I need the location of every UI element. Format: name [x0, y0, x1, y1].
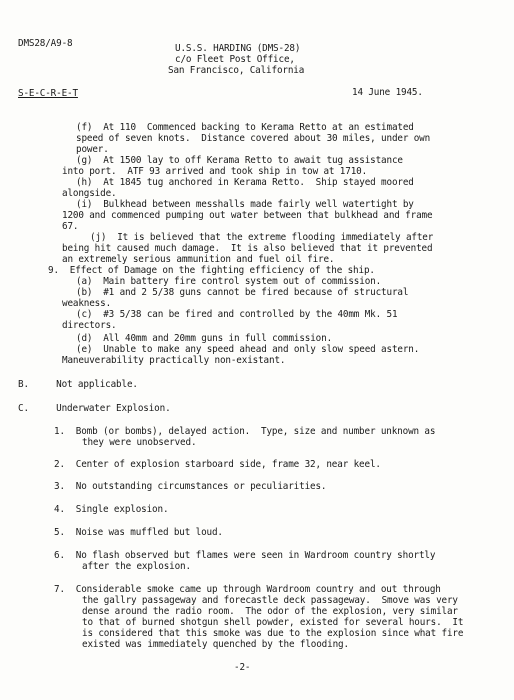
para-i-line2: 1200 and commenced pumping out water between that bulkhead and frame	[62, 210, 433, 221]
item-9-heading: 9. Effect of Damage on the fighting efficiency of the ship.	[48, 265, 375, 276]
para-g-line2: into port. ATF 93 arrived and took ship in tow at 1710.	[62, 166, 368, 177]
item-9e-line1: (e) Unable to make any speed ahead and only slow speed astern.	[76, 344, 420, 355]
c-item-6-line1: 6. No flash observed but flames were seen in Wardroom country shortly	[54, 550, 436, 561]
c-item-7-line2: the gallry passageway and forecastle deck passageway. Smove was very	[82, 595, 458, 606]
c-item-1-line2: they were unobserved.	[82, 437, 197, 448]
item-9d: (d) All 40mm and 20mm guns in full commission.	[76, 333, 333, 344]
c-item-4: 4. Single explosion.	[54, 504, 169, 515]
para-i-line1: (i) Bulkhead between messhalls made fairly well watertight by	[76, 199, 414, 210]
c-item-5: 5. Noise was muffled but loud.	[54, 527, 223, 538]
item-9c-line1: (c) #3 5/38 can be fired and controlled by the 40mm Mk. 51	[76, 309, 398, 320]
c-item-7-line1: 7. Considerable smoke came up through Wardroom country and out through	[54, 584, 441, 595]
c-item-7-line6: existed was immediately quenched by the flooding.	[82, 639, 349, 650]
para-h-line1: (h) At 1845 tug anchored in Kerama Retto. Ship stayed moored	[76, 177, 414, 188]
c-item-1-line1: 1. Bomb (or bombs), delayed action. Type, size and number unknown as	[54, 426, 436, 437]
para-f-line3: power.	[76, 144, 109, 155]
c-item-6-line2: after the explosion.	[82, 561, 191, 572]
c-item-7-line5: is considered that this smoke was due to the explosion since what fire	[82, 628, 464, 639]
para-g-line1: (g) At 1500 lay to off Kerama Retto to await tug assistance	[76, 155, 403, 166]
address-line-2: San Francisco, California	[168, 65, 305, 76]
item-9c-line2: directors.	[62, 320, 117, 331]
address-line-1: c/o Fleet Post Office,	[175, 54, 295, 65]
page-number: -2-	[234, 662, 251, 673]
c-item-7-line4: to that of burned shotgun shell powder, existed for several hours. It	[82, 617, 464, 628]
c-item-7-line3: dense around the radio room. The odor of the explosion, very similar	[82, 606, 458, 617]
c-item-3: 3. No outstanding circumstances or peculiarities.	[54, 481, 327, 492]
para-i-line3: 67.	[62, 221, 79, 232]
para-f-line1: (f) At 110 Commenced backing to Kerama Retto at an estimated	[76, 122, 414, 133]
para-j-line1: (j) It is believed that the extreme flooding immediately after	[90, 232, 434, 243]
file-code: DMS28/A9-8	[18, 38, 73, 49]
classification-stamp: S-E-C-R-E-T	[18, 88, 78, 99]
c-item-2: 2. Center of explosion starboard side, frame 32, near keel.	[54, 459, 381, 470]
item-9a: (a) Main battery fire control system out of commission.	[76, 276, 382, 287]
item-9e-line2: Maneuverability practically non-existant.	[62, 355, 286, 366]
section-c: C. Underwater Explosion.	[18, 403, 171, 414]
para-j-line2: being hit caused much damage. It is also believed that it prevented	[62, 243, 433, 254]
document-date: 14 June 1945.	[352, 87, 423, 98]
item-9b-line1: (b) #1 and 2 5/38 guns cannot be fired because of structural	[76, 287, 409, 298]
para-j-line3: an extremely serious ammunition and fuel oil fire.	[62, 254, 335, 265]
section-b: B. Not applicable.	[18, 379, 138, 390]
ship-name: U.S.S. HARDING (DMS-28)	[175, 43, 301, 54]
para-f-line2: speed of seven knots. Distance covered about 30 miles, under own	[76, 133, 431, 144]
para-h-line2: alongside.	[62, 188, 117, 199]
item-9b-line2: weakness.	[62, 298, 112, 309]
